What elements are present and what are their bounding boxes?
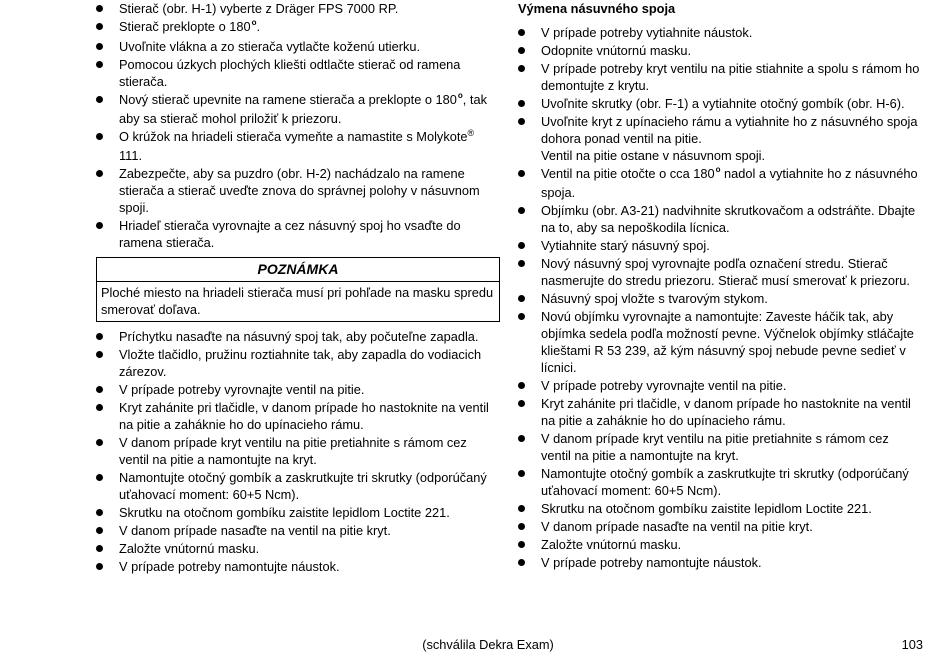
bullet-icon — [96, 23, 103, 30]
list-item-text: Objímku (obr. A3-21) nadvihnite skrutkovačom a odstráňte. Dbajte na to, aby sa nepoškodila lícnica. — [541, 203, 916, 235]
list-item-text: Vytiahnite starý násuvný spoj. — [541, 238, 710, 253]
list-item-text: V prípade potreby namontujte náustok. — [541, 555, 762, 570]
list-item — [96, 0, 500, 17]
degree-superscript: o — [251, 18, 257, 27]
note-title: POZNÁMKA — [97, 258, 499, 282]
list-item-text: V prípade potreby namontujte náustok. — [119, 559, 340, 574]
list-item — [96, 217, 500, 251]
list-item-text: Namontujte otočný gombík a zaskrutkujte tri skrutky (odporúčaný uťahovací moment: 60+5 Ncm). — [541, 466, 909, 498]
list-item — [96, 381, 500, 398]
bullet-icon — [96, 133, 103, 140]
list-item-text: Stierač preklopte o 180 — [119, 19, 251, 34]
list-item — [518, 395, 922, 429]
list-item — [518, 308, 922, 376]
list-item-text: Kryt zahánite pri tlačidle, v danom prípade ho nastoknite na ventil na pitie a zaháknie ho do upínacieho rámu. — [541, 396, 911, 428]
bullet-icon — [96, 563, 103, 570]
list-item-text: V danom prípade nasaďte na ventil na pitie kryt. — [541, 519, 813, 534]
bullet-icon — [96, 386, 103, 393]
left-column — [96, 0, 500, 576]
degree-superscript: o — [715, 165, 721, 174]
list-item — [96, 522, 500, 539]
list-item-text: Hriadeľ stierača vyrovnajte a cez násuvný spoj ho vsaďte do ramena stierača. — [119, 218, 461, 250]
list-item — [518, 237, 922, 254]
list-item-text: Ventil na pitie otočte o cca 180 — [541, 166, 715, 181]
bullet-icon — [96, 5, 103, 12]
list-item-text: Pomocou úzkych plochých kliešti odtlačte stierač od ramena stierača. — [119, 57, 461, 89]
bullet-icon — [96, 404, 103, 411]
list-item — [96, 128, 500, 164]
bullet-icon — [518, 260, 525, 267]
list-item — [518, 500, 922, 517]
list-item-text: O krúžok na hriadeli stierača vymeňte a namastite s Molykote — [119, 129, 468, 144]
bullet-icon — [518, 170, 525, 177]
list-item — [96, 469, 500, 503]
list-item-text: Uvoľnite skrutky (obr. F-1) a vytiahnite otočný gombík (obr. H-6). — [541, 96, 905, 111]
bullet-icon — [518, 242, 525, 249]
list-item — [518, 536, 922, 553]
bullet-icon — [518, 100, 525, 107]
list-item — [518, 42, 922, 59]
bullet-icon — [96, 333, 103, 340]
list-item — [518, 465, 922, 499]
list-item-text: Namontujte otočný gombík a zaskrutkujte tri skrutky (odporúčaný uťahovací moment: 60+5 Ncm). — [119, 470, 487, 502]
list-item-text: Nový násuvný spoj vyrovnajte podľa označení stredu. Stierač nasmerujte do stredu priezoru. Stierač musí smerovať k priezoru. — [541, 256, 910, 288]
left-bullet-list-bottom — [96, 328, 500, 575]
right-column — [518, 0, 922, 572]
bullet-icon — [518, 47, 525, 54]
list-item — [96, 399, 500, 433]
list-item-text: V prípade potreby vytiahnite náustok. — [541, 25, 753, 40]
list-item-text: Založte vnútornú masku. — [541, 537, 682, 552]
page-number: 103 — [901, 637, 923, 652]
list-item — [518, 255, 922, 289]
bullet-icon — [96, 61, 103, 68]
bullet-icon — [96, 351, 103, 358]
list-item-text: Založte vnútornú masku. — [119, 541, 260, 556]
list-item-text: Odopnite vnútornú masku. — [541, 43, 692, 58]
list-item — [518, 60, 922, 94]
bullet-icon — [96, 222, 103, 229]
list-item — [518, 165, 922, 201]
list-item — [96, 346, 500, 380]
list-item-text: V danom prípade nasaďte na ventil na pitie kryt. — [119, 523, 391, 538]
bullet-icon — [518, 295, 525, 302]
list-item-text: Stierač (obr. H-1) vyberte z Dräger FPS 7000 RP. — [119, 1, 399, 16]
bullet-icon — [96, 439, 103, 446]
list-item-text: Uvoľnite kryt z upínacieho rámu a vytiahnite ho z násuvného spoja dohora ponad ventil na pitie. — [541, 114, 918, 146]
list-item — [96, 328, 500, 345]
list-item — [518, 202, 922, 236]
list-item — [96, 18, 500, 37]
list-item — [96, 558, 500, 575]
list-item-text: V prípade potreby vyrovnajte ventil na pitie. — [541, 378, 787, 393]
footer-approval: (schválila Dekra Exam) — [422, 637, 554, 652]
bullet-icon — [518, 400, 525, 407]
list-item — [518, 95, 922, 112]
list-item — [518, 554, 922, 571]
bullet-icon — [96, 96, 103, 103]
bullet-icon — [518, 505, 525, 512]
list-item — [96, 165, 500, 216]
bullet-icon — [518, 435, 525, 442]
list-item — [96, 434, 500, 468]
bullet-icon — [518, 523, 525, 530]
list-item-text: Skrutku na otočnom gombíku zaistite lepidlom Loctite 221. — [541, 501, 872, 516]
list-item-extra-line: Ventil na pitie ostane v násuvnom spoji. — [541, 148, 766, 163]
list-item — [96, 38, 500, 55]
right-bullet-list — [518, 24, 922, 571]
list-item-text-continued: 111. — [119, 148, 143, 163]
list-item — [518, 430, 922, 464]
left-bullet-list-top — [96, 0, 500, 251]
list-item — [96, 56, 500, 90]
list-item — [518, 377, 922, 394]
list-item-text: Nový stierač upevnite na ramene stierača a preklopte o 180 — [119, 92, 457, 107]
bullet-icon — [518, 207, 525, 214]
bullet-icon — [96, 527, 103, 534]
list-item — [96, 91, 500, 127]
list-item-text: Uvoľnite vlákna a zo stierača vytlačte koženú utierku. — [119, 39, 421, 54]
list-item-text: Príchytku nasaďte na násuvný spoj tak, aby počuteľne zapadla. — [119, 329, 479, 344]
list-item-text: V prípade potreby kryt ventilu na pitie stiahnite a spolu s rámom ho demontujte z krytu. — [541, 61, 920, 93]
list-item-text: Kryt zahánite pri tlačidle, v danom prípade ho nastoknite na ventil na pitie a zaháknie ho do upínacieho rámu. — [119, 400, 489, 432]
bullet-icon — [518, 118, 525, 125]
note-text: Ploché miesto na hriadeli stierača musí pri pohľade na masku spredu smerovať doľava. — [101, 285, 494, 317]
list-item-text: V prípade potreby vyrovnajte ventil na pitie. — [119, 382, 365, 397]
list-item — [96, 504, 500, 521]
list-item — [518, 113, 922, 164]
bullet-icon — [518, 541, 525, 548]
list-item — [518, 24, 922, 41]
bullet-icon — [96, 43, 103, 50]
list-item-text: V danom prípade kryt ventilu na pitie pretiahnite s rámom cez ventil na pitie a namontujte na kryt. — [541, 431, 889, 463]
bullet-icon — [518, 29, 525, 36]
list-item-text: V danom prípade kryt ventilu na pitie pretiahnite s rámom cez ventil na pitie a namontujte na kryt. — [119, 435, 467, 467]
bullet-icon — [518, 65, 525, 72]
bullet-icon — [96, 509, 103, 516]
list-item-text: Násuvný spoj vložte s tvarovým stykom. — [541, 291, 768, 306]
section-title: Výmena násuvného spoja — [518, 1, 676, 16]
note-box — [96, 257, 500, 322]
degree-superscript: o — [457, 91, 463, 100]
list-item-text: Zabezpečte, aby sa puzdro (obr. H-2) nachádzalo na ramene stierača a stierač uveďte znova do správnej polohy v násuvnom spoji. — [119, 166, 480, 215]
bullet-icon — [96, 545, 103, 552]
bullet-icon — [518, 559, 525, 566]
list-item — [518, 290, 922, 307]
list-item — [96, 540, 500, 557]
bullet-icon — [518, 470, 525, 477]
list-item-text-continued: . — [256, 19, 261, 34]
list-item-text: Vložte tlačidlo, pružinu roztiahnite tak, aby zapadla do vodiacich zárezov. — [119, 347, 482, 379]
list-item-text: Novú objímku vyrovnajte a namontujte: Zaveste háčik tak, aby objímka sedela podľa možností pevne. Výčnelok objímky stláčajte klieštami R 53 239, až kým násuvný spoj nebude pevne sedieť v lícnici. — [541, 309, 914, 375]
bullet-icon — [518, 313, 525, 320]
bullet-icon — [96, 474, 103, 481]
list-item-text: Skrutku na otočnom gombíku zaistite lepidlom Loctite 221. — [119, 505, 450, 520]
list-item — [518, 518, 922, 535]
bullet-icon — [518, 382, 525, 389]
list-item-text-continued: nadol a vytiahnite ho z násuvného spoja. — [541, 166, 918, 200]
registered-mark: ® — [467, 128, 475, 138]
bullet-icon — [96, 170, 103, 177]
list-item-text-continued: , tak aby sa stierač mohol priložiť k priezoru. — [119, 92, 487, 126]
